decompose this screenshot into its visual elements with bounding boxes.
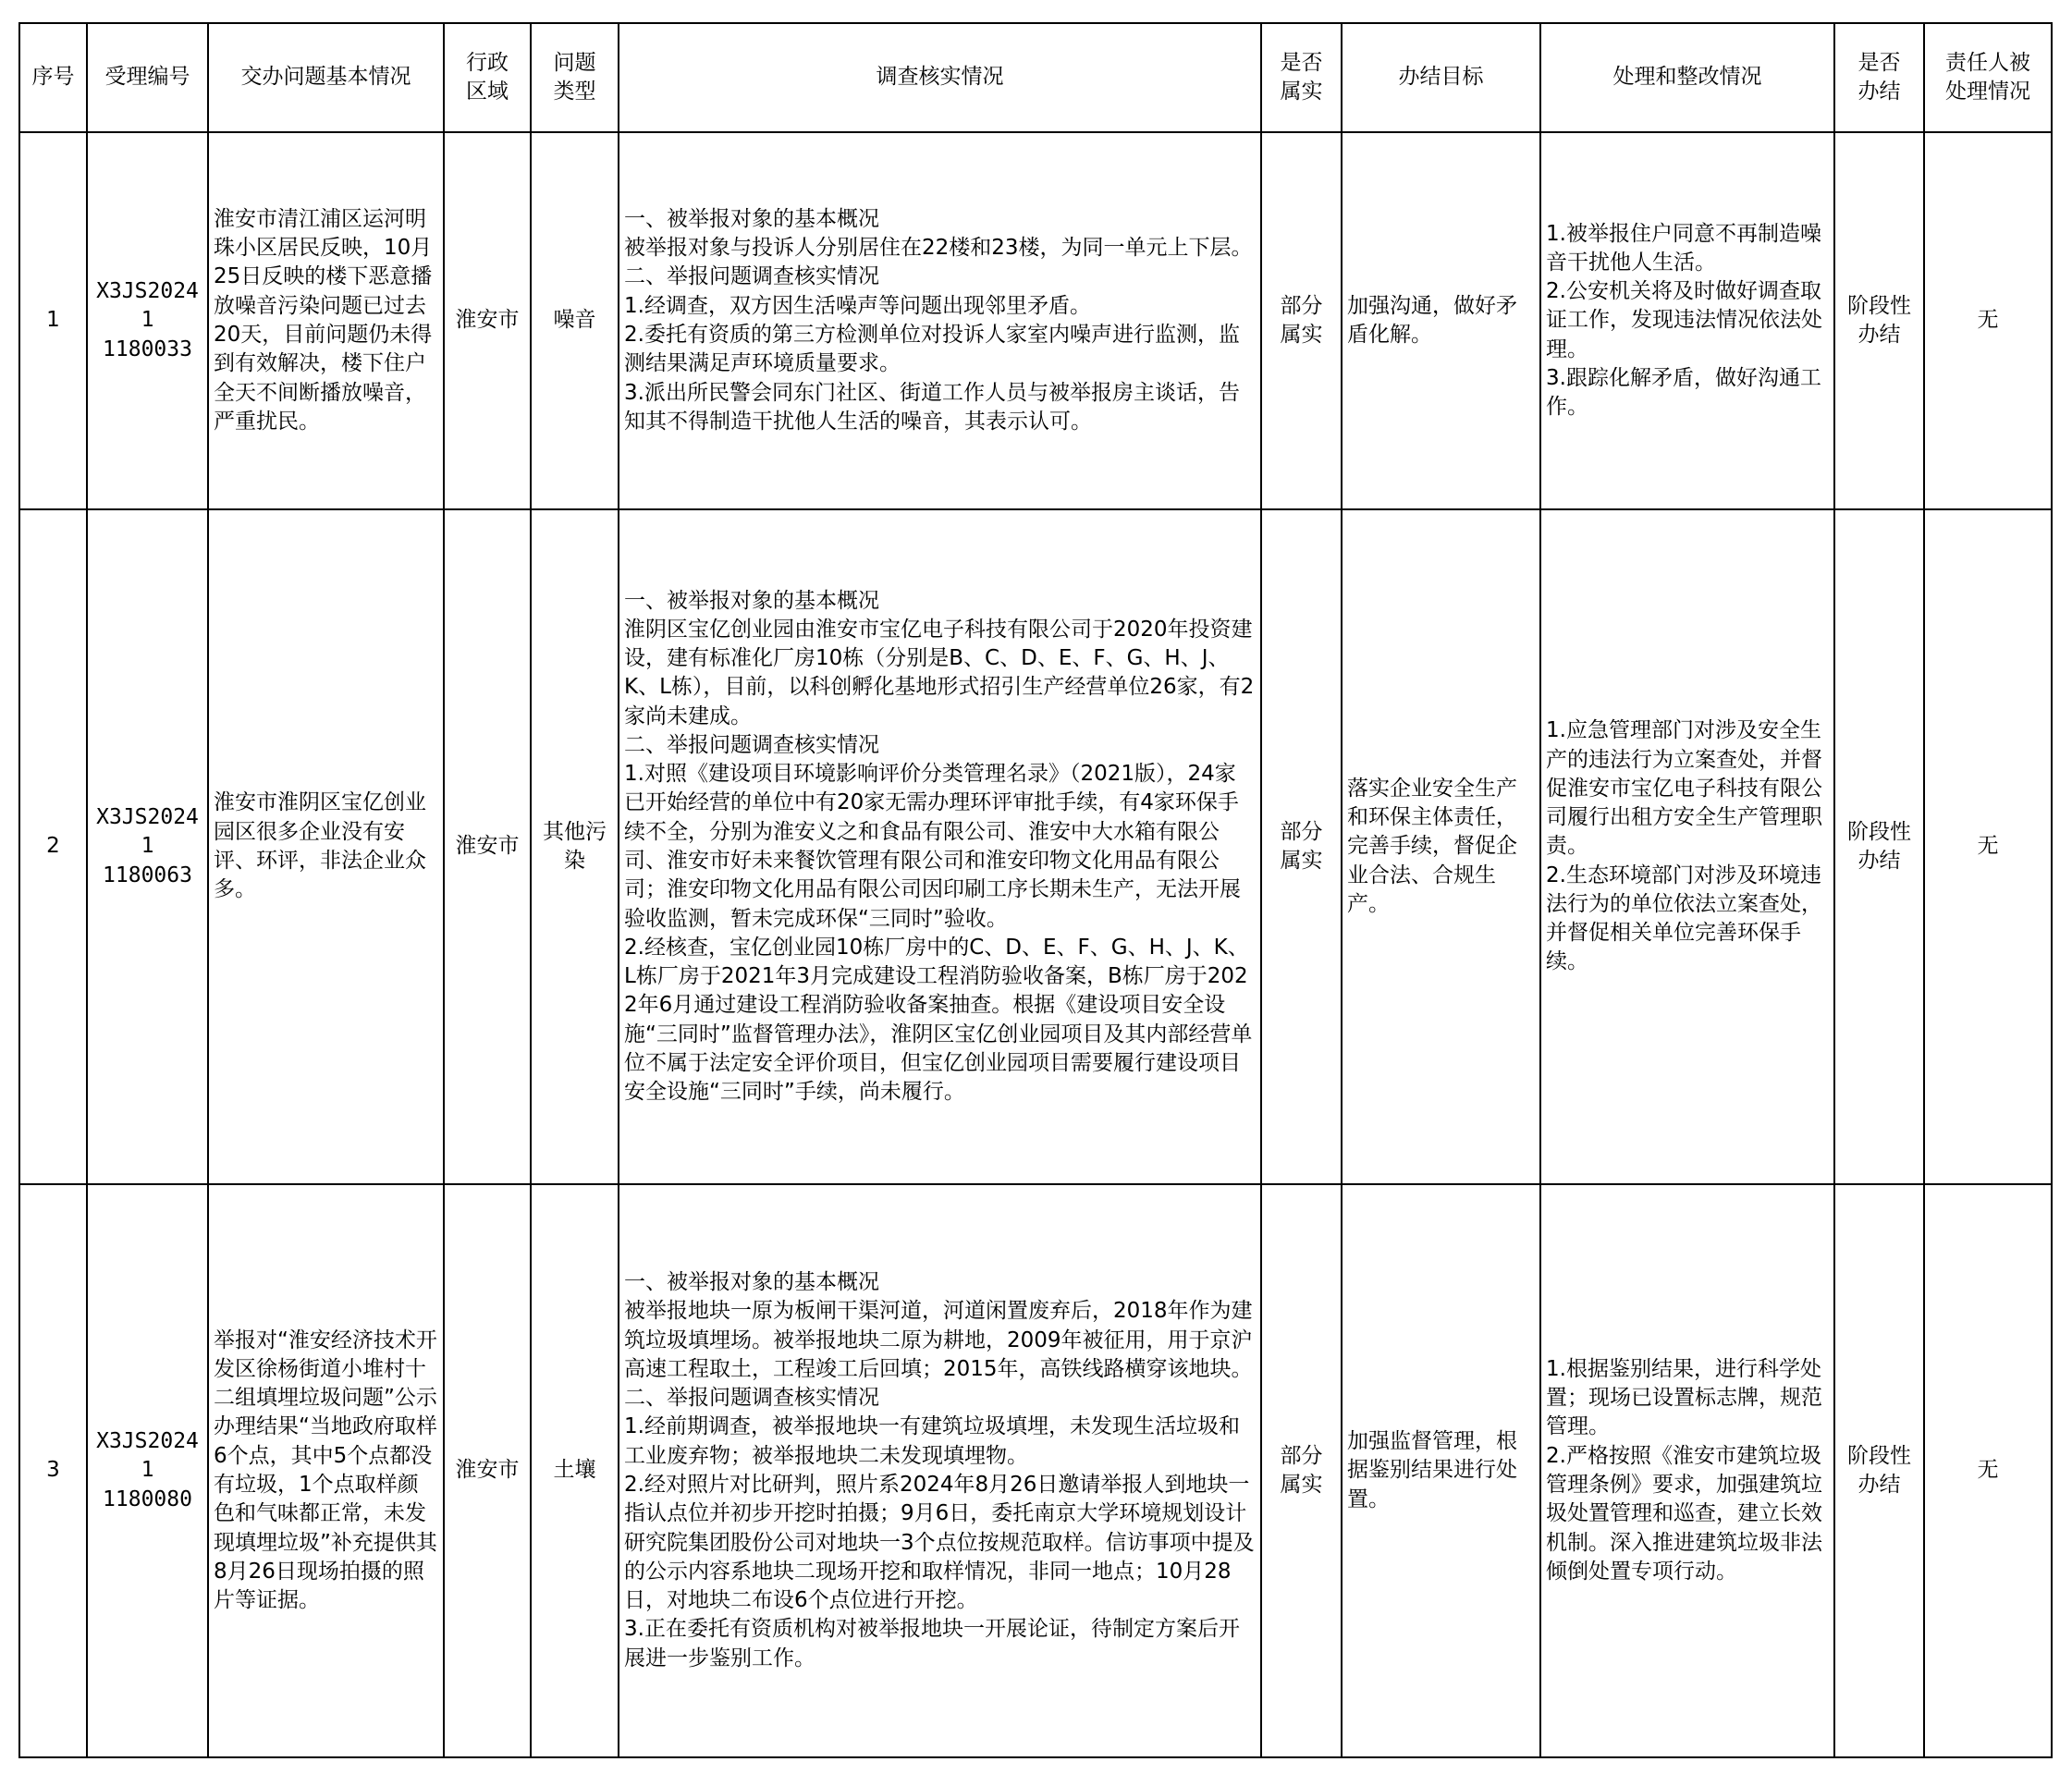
row-closed: 阶段性 办结 [1834, 509, 1924, 1184]
header-investigation: 调查核实情况 [619, 23, 1261, 132]
header-region: 行政 区域 [444, 23, 531, 132]
row-problem: 淮安市淮阴区宝亿创业园区很多企业没有安评、环评，非法企业众多。 [208, 509, 444, 1184]
row-problem: 举报对“淮安经济技术开发区徐杨街道小堆村十二组填埋垃圾问题”公示办理结果“当地政府取样6个点，其中5个点都没有垃圾，1个点取样颜色和气味都正常，未发现填埋垃圾”补充提供其8月26日现场拍摄的照片等证据。 [208, 1184, 444, 1757]
row-accountability: 无 [1924, 132, 2052, 509]
row-handling: 1.根据鉴别结果，进行科学处置；现场已设置标志牌，规范管理。 2.严格按照《淮安市建筑垃圾管理条例》要求，加强建筑垃圾处置管理和巡查，建立长效机制。深入推进建筑垃圾非法倾倒处置专项行动。 [1540, 1184, 1834, 1757]
row-true: 部分 属实 [1261, 509, 1342, 1184]
row-type: 其他污 染 [531, 509, 619, 1184]
row-seq: 2 [19, 509, 87, 1184]
header-target: 办结目标 [1342, 23, 1540, 132]
row-seq: 3 [19, 1184, 87, 1757]
table-row [19, 132, 2052, 509]
row-closed: 阶段性 办结 [1834, 132, 1924, 509]
table-row [19, 509, 2052, 1184]
header-handling: 处理和整改情况 [1540, 23, 1834, 132]
row-code: X3JS20241 1180063 [87, 509, 208, 1184]
row-seq: 1 [19, 132, 87, 509]
row-problem: 淮安市清江浦区运河明珠小区居民反映，10月25日反映的楼下恶意播放噪音污染问题已过去20天，目前问题仍未得到有效解决，楼下住户全天不间断播放噪音，严重扰民。 [208, 132, 444, 509]
row-investigation: 一、被举报对象的基本概况 被举报地块一原为板闸干渠河道，河道闲置废弃后，2018年作为建筑垃圾填埋场。被举报地块二原为耕地，2009年被征用，用于京沪高速工程取土，工程竣工后回填；2015年，高铁线路横穿该地块。 二、举报问题调查核实情况 1.经前期调查，被举报地块一有建筑垃圾填埋，未发现生活垃圾和工业废弃物；被举报地块二未发现填埋物。 2.经对照片对比研判，照片系2024年8月26日邀请举报人到地块一指认点位并初步开挖时拍摄；9月6日，委托南京大学环境规划设计研究院集团股份公司对地块一3个点位按规范取样。信访事项中提及的公示内容系地块二现场开挖和取样情况，非同一地点；10月28日，对地块二布设6个点位进行开挖。 3.正在委托有资质机构对被举报地块一开展论证，待制定方案后开展进一步鉴别工作。 [619, 1184, 1261, 1757]
row-true: 部分 属实 [1261, 132, 1342, 509]
header-accountability: 责任人被 处理情况 [1924, 23, 2052, 132]
row-target: 加强监督管理，根据鉴别结果进行处置。 [1342, 1184, 1540, 1757]
row-region: 淮安市 [444, 509, 531, 1184]
case-table [18, 22, 2053, 1758]
row-investigation: 一、被举报对象的基本概况 淮阴区宝亿创业园由淮安市宝亿电子科技有限公司于2020年投资建设，建有标准化厂房10栋（分别是B、C、D、E、F、G、H、J、K、L栋），目前，以科创孵化基地形式招引生产经营单位26家，有2家尚未建成。 二、举报问题调查核实情况 1.对照《建设项目环境影响评价分类管理名录》（2021版），24家已开始经营的单位中有20家无需办理环评审批手续，有4家环保手续不全，分别为淮安义之和食品有限公司、淮安中大水箱有限公司、淮安市好未来餐饮管理有限公司和淮安印物文化用品有限公司；淮安印物文化用品有限公司因印刷工序长期未生产，无法开展验收监测，暂未完成环保“三同时”验收。 2.经核查，宝亿创业园10栋厂房中的C、D、E、F、G、H、J、K、L栋厂房于2021年3月完成建设工程消防验收备案，B栋厂房于2022年6月通过建设工程消防验收备案抽查。根据《建设项目安全设施“三同时”监督管理办法》，淮阴区宝亿创业园项目及其内部经营单位不属于法定安全评价项目，但宝亿创业园项目需要履行建设项目安全设施“三同时”手续，尚未履行。 [619, 509, 1261, 1184]
row-target: 加强沟通，做好矛盾化解。 [1342, 132, 1540, 509]
row-type: 土壤 [531, 1184, 619, 1757]
header-code: 受理编号 [87, 23, 208, 132]
row-target: 落实企业安全生产和环保主体责任，完善手续，督促企业合法、合规生产。 [1342, 509, 1540, 1184]
row-investigation: 一、被举报对象的基本概况 被举报对象与投诉人分别居住在22楼和23楼，为同一单元上下层。 二、举报问题调查核实情况 1.经调查，双方因生活噪声等问题出现邻里矛盾。 2.委托有资质的第三方检测单位对投诉人家室内噪声进行监测，监测结果满足声环境质量要求。 3.派出所民警会同东门社区、街道工作人员与被举报房主谈话，告知其不得制造干扰他人生活的噪音，其表示认可。 [619, 132, 1261, 509]
table-row [19, 1184, 2052, 1757]
row-code: X3JS20241 1180033 [87, 132, 208, 509]
row-code: X3JS20241 1180080 [87, 1184, 208, 1757]
header-row [19, 23, 2052, 132]
row-accountability: 无 [1924, 1184, 2052, 1757]
header-type: 问题 类型 [531, 23, 619, 132]
header-true: 是否 属实 [1261, 23, 1342, 132]
row-region: 淮安市 [444, 132, 531, 509]
header-closed: 是否 办结 [1834, 23, 1924, 132]
row-type: 噪音 [531, 132, 619, 509]
row-accountability: 无 [1924, 509, 2052, 1184]
row-true: 部分 属实 [1261, 1184, 1342, 1757]
header-seq: 序号 [19, 23, 87, 132]
row-handling: 1.应急管理部门对涉及安全生产的违法行为立案查处，并督促淮安市宝亿电子科技有限公司履行出租方安全生产管理职责。 2.生态环境部门对涉及环境违法行为的单位依法立案查处，并督促相关单位完善环保手续。 [1540, 509, 1834, 1184]
row-closed: 阶段性 办结 [1834, 1184, 1924, 1757]
row-handling: 1.被举报住户同意不再制造噪音干扰他人生活。 2.公安机关将及时做好调查取证工作，发现违法情况依法处理。 3.跟踪化解矛盾，做好沟通工作。 [1540, 132, 1834, 509]
header-problem: 交办问题基本情况 [208, 23, 444, 132]
row-region: 淮安市 [444, 1184, 531, 1757]
